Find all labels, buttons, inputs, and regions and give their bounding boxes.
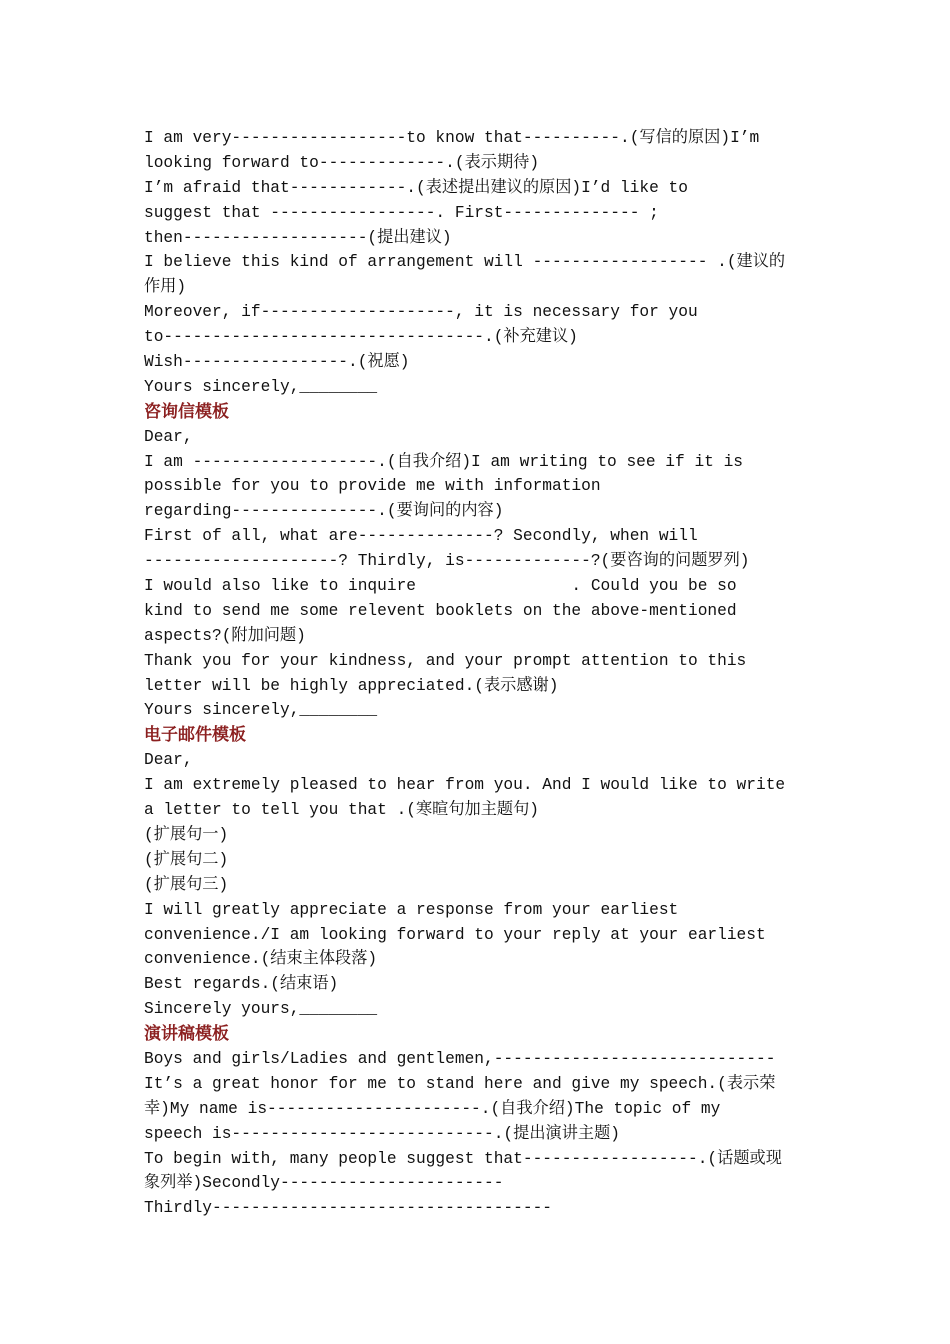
text-line: 幸)My name is----------------------.(自我介绍)The topic of my — [144, 1099, 721, 1118]
text-line: convenience.(结束主体段落) — [144, 950, 378, 969]
text-line: Best regards.(结束语) — [144, 975, 339, 994]
text-line: Thirdly----------------------------------- — [144, 1199, 552, 1218]
text-line: --------------------? Thirdly, is-------------?(要咨询的问题罗列) — [144, 552, 750, 571]
text-line: kind to send me some relevent booklets on the above-mentioned — [144, 601, 737, 620]
text-line: I would also like to inquire . Could you be so — [144, 577, 737, 596]
text-line: regarding---------------.(要询问的内容) — [144, 502, 504, 521]
text-line: 作用) — [144, 278, 187, 297]
text-line: aspects?(附加问题) — [144, 626, 306, 645]
section-heading: 电子邮件模板 — [144, 725, 246, 746]
text-line: I’m afraid that------------.(表述提出建议的原因)I’d like to — [144, 178, 688, 197]
section-heading: 演讲稿模板 — [144, 1024, 229, 1045]
text-line: to---------------------------------.(补充建议) — [144, 328, 578, 347]
text-line: Thank you for your kindness, and your prompt attention to this — [144, 651, 747, 670]
text-line: letter will be highly appreciated.(表示感谢) — [144, 676, 559, 695]
text-line: possible for you to provide me with information — [144, 477, 601, 496]
text-line: then-------------------(提出建议) — [144, 228, 452, 247]
text-line: Wish-----------------.(祝愿) — [144, 353, 410, 372]
text-line: I believe this kind of arrangement will ------------------ .(建议的 — [144, 253, 786, 272]
text-line: (扩展句三) — [144, 875, 229, 894]
text-line: I am -------------------.(自我介绍)I am writing to see if it is — [144, 452, 744, 471]
text-line: Dear, — [144, 427, 193, 446]
text-line: speech is---------------------------.(提出演讲主题) — [144, 1124, 620, 1143]
text-line: I will greatly appreciate a response from your earliest — [144, 900, 679, 919]
text-line: To begin with, many people suggest that------------------.(话题或现 — [144, 1149, 782, 1168]
text-line: convenience./I am looking forward to your reply at your earliest — [144, 925, 766, 944]
text-line: Yours sincerely,________ — [144, 377, 378, 396]
text-line: looking forward to-------------.(表示期待) — [144, 153, 540, 172]
text-line: suggest that -----------------. First-------------- ; — [144, 203, 659, 222]
text-line: I am very------------------to know that----------.(写信的原因)I’m — [144, 129, 760, 147]
text-line: Yours sincerely,________ — [144, 701, 378, 720]
document-body — [144, 126, 824, 1221]
text-line: It’s a great honor for me to stand here and give my speech.(表示荣 — [144, 1074, 776, 1093]
text-line: Dear, — [144, 751, 193, 770]
text-line: I am extremely pleased to hear from you. And I would like to write — [144, 776, 786, 795]
text-line: (扩展句二) — [144, 850, 229, 869]
text-line: Sincerely yours,________ — [144, 1000, 378, 1019]
text-line: 象列举)Secondly----------------------- — [144, 1174, 504, 1193]
text-line: Moreover, if--------------------, it is necessary for you — [144, 303, 698, 322]
text-line: a letter to tell you that .(寒暄句加主题句) — [144, 801, 540, 820]
section-heading: 咨询信模板 — [144, 401, 229, 422]
text-line: (扩展句一) — [144, 825, 229, 844]
text-line: First of all, what are--------------? Secondly, when will — [144, 527, 698, 546]
text-line: Boys and girls/Ladies and gentlemen,----------------------------- — [144, 1049, 776, 1068]
